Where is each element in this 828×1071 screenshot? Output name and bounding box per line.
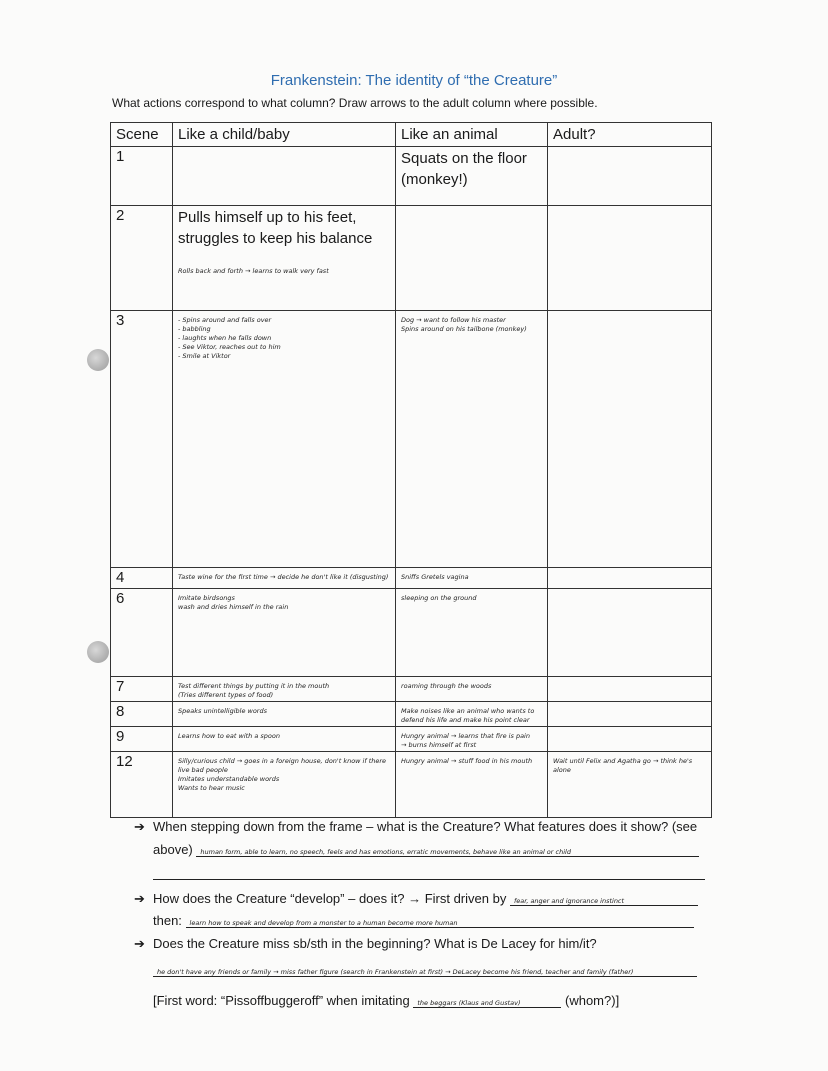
question-1-cont: above) <box>153 842 193 857</box>
question-2-then <box>153 913 694 928</box>
identity-table <box>110 122 712 818</box>
arrow-bullet-icon: ➔ <box>134 936 145 951</box>
scene-cell: 6 <box>111 589 173 677</box>
instructions: What actions correspond to what column? Draw arrows to the adult column where possible. <box>112 96 598 110</box>
animal-cell <box>396 752 548 818</box>
handwritten-note: Hungry animal → stuff food in his mouth <box>401 757 533 765</box>
handwritten-note: wash and dries himself in the rain <box>178 603 289 611</box>
answer-line[interactable] <box>153 879 705 880</box>
handwritten-note: - babbling <box>178 325 211 333</box>
question-4-tail: (whom?)] <box>565 993 620 1008</box>
table-row <box>111 702 712 727</box>
scene-cell: 3 <box>111 311 173 568</box>
handwritten-note: Wants to hear music <box>178 784 245 792</box>
child-cell <box>173 206 396 311</box>
arrow-bullet-icon: ➔ <box>134 819 145 834</box>
handwritten-note: Speaks unintelligible words <box>178 707 267 715</box>
scene-cell: 8 <box>111 702 173 727</box>
animal-cell <box>396 147 548 206</box>
animal-cell <box>396 206 548 311</box>
scene-cell: 12 <box>111 752 173 818</box>
question-4-text: [First word: “Pissoffbuggeroff” when imitating <box>153 993 410 1008</box>
handwritten-note: - See Viktor, reaches out to him <box>178 343 281 351</box>
handwritten-note: Spins around on his tailbone (monkey) <box>401 325 527 333</box>
handwritten-note: (Tries different types of food) <box>178 691 274 699</box>
adult-cell <box>548 568 712 589</box>
arrow-bullet-icon: ➔ <box>134 891 145 906</box>
question-3-answer-row <box>153 962 697 977</box>
scene-cell: 9 <box>111 727 173 752</box>
question-2-then-label: then: <box>153 913 182 928</box>
handwritten-note: Hungry animal → learns that fire is pain <box>401 732 530 740</box>
animal-cell <box>396 589 548 677</box>
animal-cell <box>396 568 548 589</box>
question-4 <box>153 993 619 1008</box>
adult-cell <box>548 589 712 677</box>
handwritten-note: Dog → want to follow his master <box>401 316 506 324</box>
child-cell <box>173 147 396 206</box>
header-child: Like a child/baby <box>173 123 396 147</box>
table-row <box>111 752 712 818</box>
adult-cell <box>548 311 712 568</box>
answer-3[interactable]: he don't have any friends or family → miss father figure (search in Frankenstein at first) → DeLacey become his friend, teacher and family (father) <box>153 968 697 977</box>
handwritten-note: Imitates understandable words <box>178 775 280 783</box>
handwritten-note: - laughts when he falls down <box>178 334 272 342</box>
child-typed-text: Pulls himself up to his feet, struggles to keep his balance <box>178 209 373 247</box>
table-header-row <box>111 123 712 147</box>
handwritten-note: Wait until Felix and Agatha go → think he's alone <box>553 757 693 774</box>
table-row <box>111 206 712 311</box>
header-animal: Like an animal <box>396 123 548 147</box>
animal-typed-text: Squats on the floor (monkey!) <box>401 150 527 188</box>
adult-cell <box>548 702 712 727</box>
punch-hole <box>87 349 109 371</box>
table-row <box>111 727 712 752</box>
question-2 <box>153 891 698 906</box>
adult-cell <box>548 147 712 206</box>
handwritten-note: Rolls back and forth → learns to walk very fast <box>178 267 329 275</box>
answer-2[interactable]: fear, anger and ignorance instinct <box>510 897 698 906</box>
animal-cell <box>396 311 548 568</box>
child-cell <box>173 677 396 702</box>
adult-cell <box>548 206 712 311</box>
adult-cell <box>548 727 712 752</box>
adult-cell <box>548 752 712 818</box>
child-cell <box>173 568 396 589</box>
table-row <box>111 677 712 702</box>
handwritten-note: Test different things by putting it in the mouth <box>178 682 330 690</box>
answer-1[interactable]: human form, able to learn, no speech, feels and has emotions, erratic movements, behave like an animal or child <box>196 848 699 857</box>
punch-hole <box>87 641 109 663</box>
child-cell <box>173 589 396 677</box>
child-cell <box>173 702 396 727</box>
handwritten-note: → burns himself at first <box>401 741 477 749</box>
header-scene: Scene <box>111 123 173 147</box>
table-row <box>111 147 712 206</box>
scene-cell: 7 <box>111 677 173 702</box>
handwritten-note: Taste wine for the first time → decide he don't like it (disgusting) <box>178 573 389 581</box>
handwritten-note: Sniffs Gretels vagina <box>401 573 469 581</box>
scene-cell: 1 <box>111 147 173 206</box>
handwritten-note: Silly/curious child → goes in a foreign house, don't know if there live bad people <box>178 757 387 774</box>
handwritten-note: Imitate birdsongs <box>178 594 235 602</box>
handwritten-note: Make noises like an animal who wants to <box>401 707 535 715</box>
animal-cell <box>396 727 548 752</box>
question-2-text: How does the Creature “develop” – does it? → First driven by <box>153 891 507 906</box>
scene-cell: 4 <box>111 568 173 589</box>
answer-2b[interactable]: learn how to speak and develop from a monster to a human become more human <box>186 919 694 928</box>
adult-cell <box>548 677 712 702</box>
scene-cell: 2 <box>111 206 173 311</box>
animal-cell <box>396 702 548 727</box>
handwritten-note: - Spins around and falls over <box>178 316 272 324</box>
header-adult: Adult? <box>548 123 712 147</box>
table-row <box>111 311 712 568</box>
handwritten-note: - Smile at Viktor <box>178 352 231 360</box>
handwritten-note: defend his life and make his point clear <box>401 716 530 724</box>
question-1-answer-row <box>153 842 705 857</box>
handwritten-note: sleeping on the ground <box>401 594 477 602</box>
page-title: Frankenstein: The identity of “the Creature” <box>270 72 558 89</box>
table-row <box>111 589 712 677</box>
animal-cell <box>396 677 548 702</box>
child-cell <box>173 752 396 818</box>
table-row <box>111 568 712 589</box>
question-3: Does the Creature miss sb/sth in the beginning? What is De Lacey for him/it? <box>153 936 597 951</box>
question-1: When stepping down from the frame – what is the Creature? What features does it show? (see <box>153 819 698 834</box>
child-cell <box>173 727 396 752</box>
handwritten-note: roaming through the woods <box>401 682 492 690</box>
handwritten-note: Learns how to eat with a spoon <box>178 732 281 740</box>
answer-4[interactable]: the beggars (Klaus and Gustav) <box>413 999 561 1008</box>
child-cell <box>173 311 396 568</box>
